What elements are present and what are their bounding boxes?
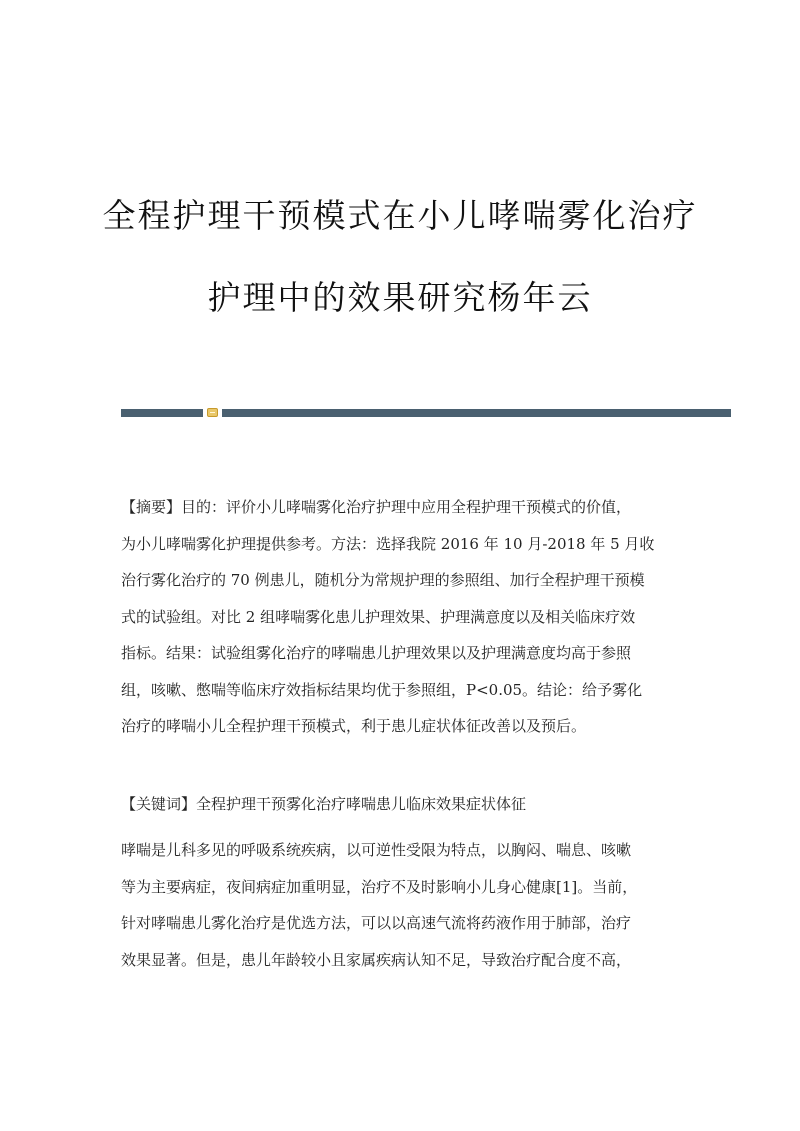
title-divider [121, 409, 731, 417]
abstract-line: 治行雾化治疗的 70 例患儿，随机分为常规护理的参照组、加行全程护理干预模 [121, 571, 645, 589]
keywords-paragraph [121, 786, 681, 823]
abstract-paragraph [121, 489, 681, 745]
body-line: 效果显著。但是，患儿年龄较小且家属疾病认知不足，导致治疗配合度不高， [121, 950, 632, 969]
divider-bar-left [121, 409, 203, 417]
body-paragraph [121, 832, 681, 978]
abstract-line: 治疗的哮喘小儿全程护理干预模式，利于患儿症状体征改善以及预后。 [121, 717, 587, 735]
body-line: 哮喘是儿科多见的呼吸系统疾病，以可逆性受限为特点，以胸闷、喘息、咳嗽 [121, 841, 632, 859]
abstract-line: 式的试验组。对比 2 组哮喘雾化患儿护理效果、护理满意度以及相关临床疗效 [121, 607, 636, 626]
page-title-line-2: 护理中的效果研究杨年云 [207, 278, 593, 317]
body-line: 等为主要病症，夜间病症加重明显，治疗不及时影响小儿身心健康[1]。当前， [121, 877, 638, 896]
abstract-line: 【摘要】目的：评价小儿哮喘雾化治疗护理中应用全程护理干预模式的价值， [121, 498, 632, 516]
abstract-line: 为小儿哮喘雾化护理提供参考。方法：选择我院 2016 年 10 月-2018 年 5 月收 [121, 534, 655, 553]
divider-ornament-icon [207, 408, 218, 417]
keywords-line: 【关键词】全程护理干预雾化治疗哮喘患儿临床效果症状体征 [121, 795, 527, 813]
page-title-line-1: 全程护理干预模式在小儿哮喘雾化治疗 [102, 196, 698, 235]
body-line: 针对哮喘患儿雾化治疗是优选方法，可以以高速气流将药液作用于肺部，治疗 [121, 914, 632, 932]
abstract-line: 组，咳嗽、憋喘等临床疗效指标结果均优于参照组，P<0.05。结论：给予雾化 [121, 680, 643, 699]
abstract-line: 指标。结果：试验组雾化治疗的哮喘患儿护理效果以及护理满意度均高于参照 [121, 644, 632, 662]
divider-bar-right [222, 409, 731, 417]
